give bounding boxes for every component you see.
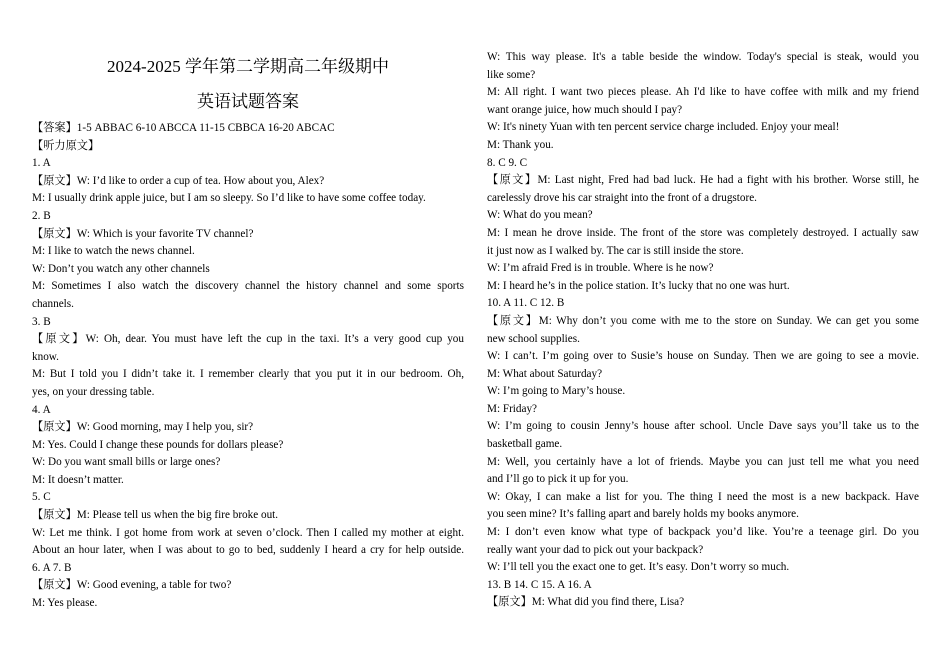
text-line: channels. bbox=[32, 297, 74, 310]
text-line: 2. B bbox=[32, 209, 51, 222]
text-line: yes, on your dressing table. bbox=[32, 385, 155, 398]
text-line: 【原文】M: What did you find there, Lisa? bbox=[487, 596, 685, 609]
text-line: new school supplies. bbox=[487, 332, 580, 345]
text-line: W: Do you want small bills or large ones? bbox=[32, 456, 221, 469]
text-line: 10. A 11. C 12. B bbox=[487, 297, 565, 310]
text-line: W: It's ninety Yuan with ten percent service charge included. Enjoy your meal! bbox=[487, 121, 840, 134]
text-line: 【原文】W: Oh, dear. You must have left the cup in the taxi. It’s a very good cup you bbox=[32, 333, 464, 346]
text-line: know. bbox=[32, 350, 59, 363]
text-line: M: Well, you certainly have a lot of friends. Maybe you can just tell me what you need bbox=[487, 455, 919, 468]
text-line: W: I’ll tell you the exact one to get. It’s easy. Don’t worry so much. bbox=[487, 561, 790, 574]
text-line: 5. C bbox=[32, 491, 51, 504]
text-line: 【原文】M: Please tell us when the big fire broke out. bbox=[32, 509, 279, 522]
text-line: 4. A bbox=[32, 403, 51, 416]
text-line: basketball game. bbox=[487, 438, 563, 451]
text-line: 【原文】W: Good evening, a table for two? bbox=[32, 579, 232, 592]
text-line: really want your dad to pick out your backpack? bbox=[487, 543, 704, 556]
left-column-text bbox=[32, 120, 464, 613]
text-line: carelessly drove his car straight into the front of a drugstore. bbox=[487, 191, 757, 204]
document-subtitle: 英语试题答案 bbox=[197, 92, 299, 111]
text-line: 6. A 7. B bbox=[32, 561, 72, 574]
text-line: want orange juice, how much should I pay? bbox=[487, 103, 683, 116]
text-line: M: Friday? bbox=[487, 402, 538, 415]
text-line: 【原文】W: I’d like to order a cup of tea. How about you, Alex? bbox=[32, 174, 325, 187]
text-line: 8. C 9. C bbox=[487, 156, 528, 169]
text-line: M: But I told you I didn’t take it. I remember clearly that you put it in our bedroom. Oh, bbox=[32, 368, 464, 381]
text-line: M: Thank you. bbox=[487, 138, 554, 151]
text-line: like some? bbox=[487, 68, 536, 81]
right-column-text bbox=[487, 49, 919, 612]
text-line: About an hour later, when I was about to go to bed, suddenly I heard a cry for help outside. bbox=[32, 544, 464, 557]
text-line: W: What do you mean? bbox=[487, 209, 593, 222]
document-title: 2024-2025 学年第二学期高二年级期中 bbox=[107, 57, 389, 76]
text-line: 3. B bbox=[32, 315, 51, 328]
text-line: M: Yes. Could I change these pounds for dollars please? bbox=[32, 438, 284, 451]
text-line: 【原文】W: Good morning, may I help you, sir? bbox=[32, 421, 254, 434]
text-line: W: Let me think. I got home from work at seven o’clock. Then I called my mother at eight. bbox=[32, 526, 464, 539]
text-line: M: All right. I want two pieces please. Ah I'd like to have coffee with milk and my friend bbox=[487, 86, 919, 99]
text-line: M: I mean he drove inside. The front of the store was completely destroyed. I actually saw bbox=[487, 226, 919, 239]
text-line: and I’ll go to pick it up for you. bbox=[487, 473, 629, 486]
text-line: M: It doesn’t matter. bbox=[32, 473, 124, 486]
text-line: W: I’m going to Mary’s house. bbox=[487, 385, 626, 398]
text-line: M: Yes please. bbox=[32, 597, 98, 610]
text-line: 【原文】W: Which is your favorite TV channel? bbox=[32, 227, 254, 240]
text-line: W: I’m going to cousin Jenny’s house after school. Uncle Dave says you’ll take us to the bbox=[487, 420, 919, 433]
text-line: W: This way please. It's a table beside the window. Today's special is steak, would you bbox=[487, 51, 919, 63]
text-line: it just now as I walked by. The car is still inside the store. bbox=[487, 244, 744, 257]
text-line: 【原文】M: Why don’t you come with me to the store on Sunday. We can get you some bbox=[487, 314, 919, 327]
text-line: W: Okay, I can make a list for you. The thing I need the most is a new backpack. Have bbox=[487, 490, 919, 503]
text-line: you seen mine? It’s falling apart and barely holds my books anymore. bbox=[487, 508, 799, 521]
text-line: M: I don’t even know what type of backpack you’d like. You’re a teenage girl. Do you bbox=[487, 526, 919, 539]
text-line: W: I can’t. I’m going over to Susie’s house on Sunday. Then we are going to see a movie. bbox=[487, 350, 919, 363]
text-line: W: Don’t you watch any other channels bbox=[32, 262, 210, 275]
text-line: 1. A bbox=[32, 157, 51, 170]
text-line: 【听力原文】 bbox=[32, 139, 100, 152]
text-line: 【原文】M: Last night, Fred had bad luck. He had a fight with his brother. Worse still, he bbox=[487, 174, 919, 187]
text-line: M: Sometimes I also watch the discovery channel the history channel and some sports bbox=[32, 280, 464, 293]
text-line: M: I like to watch the news channel. bbox=[32, 245, 195, 258]
text-line: W: I’m afraid Fred is in trouble. Where is he now? bbox=[487, 262, 714, 275]
text-line: M: I heard he’s in the police station. It’s lucky that no one was hurt. bbox=[487, 279, 790, 292]
text-line: 【答案】1-5 ABBAC 6-10 ABCCA 11-15 CBBCA 16-20 ABCAC bbox=[32, 122, 335, 134]
text-line: M: What about Saturday? bbox=[487, 367, 603, 380]
text-line: M: I usually drink apple juice, but I am so sleepy. So I’d like to have some coffee today. bbox=[32, 192, 426, 205]
text-line: 13. B 14. C 15. A 16. A bbox=[487, 578, 592, 591]
